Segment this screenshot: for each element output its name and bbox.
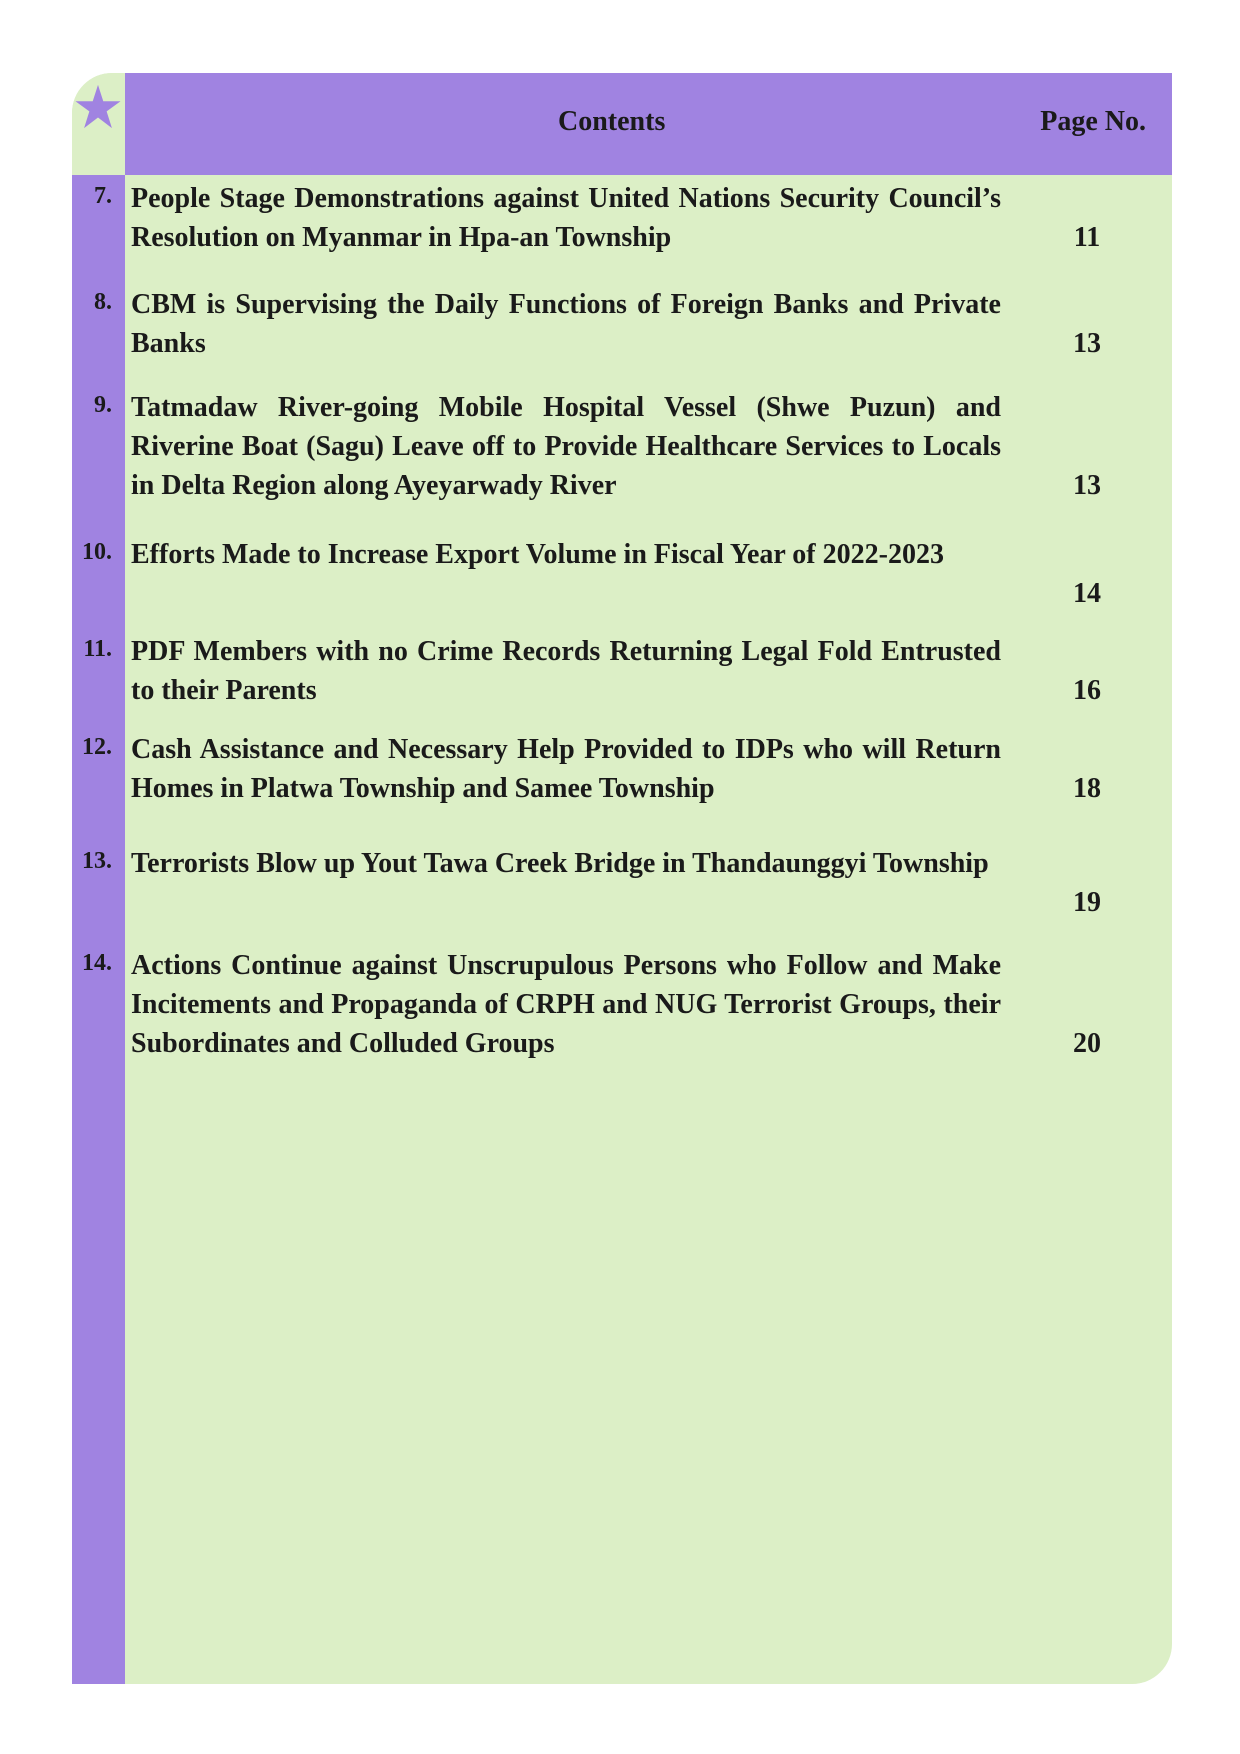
- entry-page-number: 18: [1073, 773, 1101, 804]
- entry-title: People Stage Demonstrations against United Nations Security Council’s Resolution on Myanmar in Hpa-an Township: [131, 183, 1001, 253]
- entry-title: Actions Continue against Unscrupulous Persons who Follow and Make Incitements and Propaganda of CRPH and NUG Terrorist Groups, their Subordinates and Colluded Groups: [131, 950, 1001, 1059]
- page-number-heading: Page No.: [1040, 106, 1146, 137]
- entry-number: 8.: [94, 289, 112, 315]
- entry-title: PDF Members with no Crime Records Returning Legal Fold Entrusted to their Parents: [131, 636, 1001, 706]
- entry-number: 12.: [82, 734, 112, 760]
- entry-number: 7.: [94, 183, 112, 209]
- star-icon: [74, 83, 122, 131]
- contents-header: [125, 73, 1172, 175]
- header-corner: [72, 73, 125, 175]
- entry-title: Efforts Made to Increase Export Volume in Fiscal Year of 2022-2023: [131, 539, 944, 570]
- entry-page-number: 11: [1073, 222, 1101, 253]
- contents-heading: Contents: [558, 106, 666, 137]
- entry-number: 11.: [83, 636, 112, 662]
- entry-number: 13.: [82, 848, 112, 874]
- entry-page-number: 13: [1073, 328, 1101, 359]
- entry-title: CBM is Supervising the Daily Functions of Foreign Banks and Private Banks: [131, 289, 1001, 359]
- entry-number: 14.: [82, 950, 112, 976]
- entry-title: Cash Assistance and Necessary Help Provided to IDPs who will Return Homes in Platwa Township and Samee Township: [131, 734, 1001, 804]
- entry-page-number: 19: [1073, 887, 1101, 918]
- entry-page-number: 16: [1073, 675, 1101, 706]
- entry-page-number: 20: [1073, 1028, 1101, 1059]
- entry-title: Tatmadaw River-going Mobile Hospital Vessel (Shwe Puzun) and Riverine Boat (Sagu) Leave off to Provide Healthcare Services to Locals in Delta Region along Ayeyarwady River: [131, 392, 1001, 501]
- entry-number: 10.: [82, 539, 112, 565]
- entry-page-number: 14: [1073, 578, 1101, 609]
- contents-panel: [72, 73, 1172, 1684]
- entry-title: Terrorists Blow up Yout Tawa Creek Bridge in Thandaunggyi Township: [131, 848, 989, 879]
- entry-number: 9.: [94, 392, 112, 418]
- entry-page-number: 13: [1073, 470, 1101, 501]
